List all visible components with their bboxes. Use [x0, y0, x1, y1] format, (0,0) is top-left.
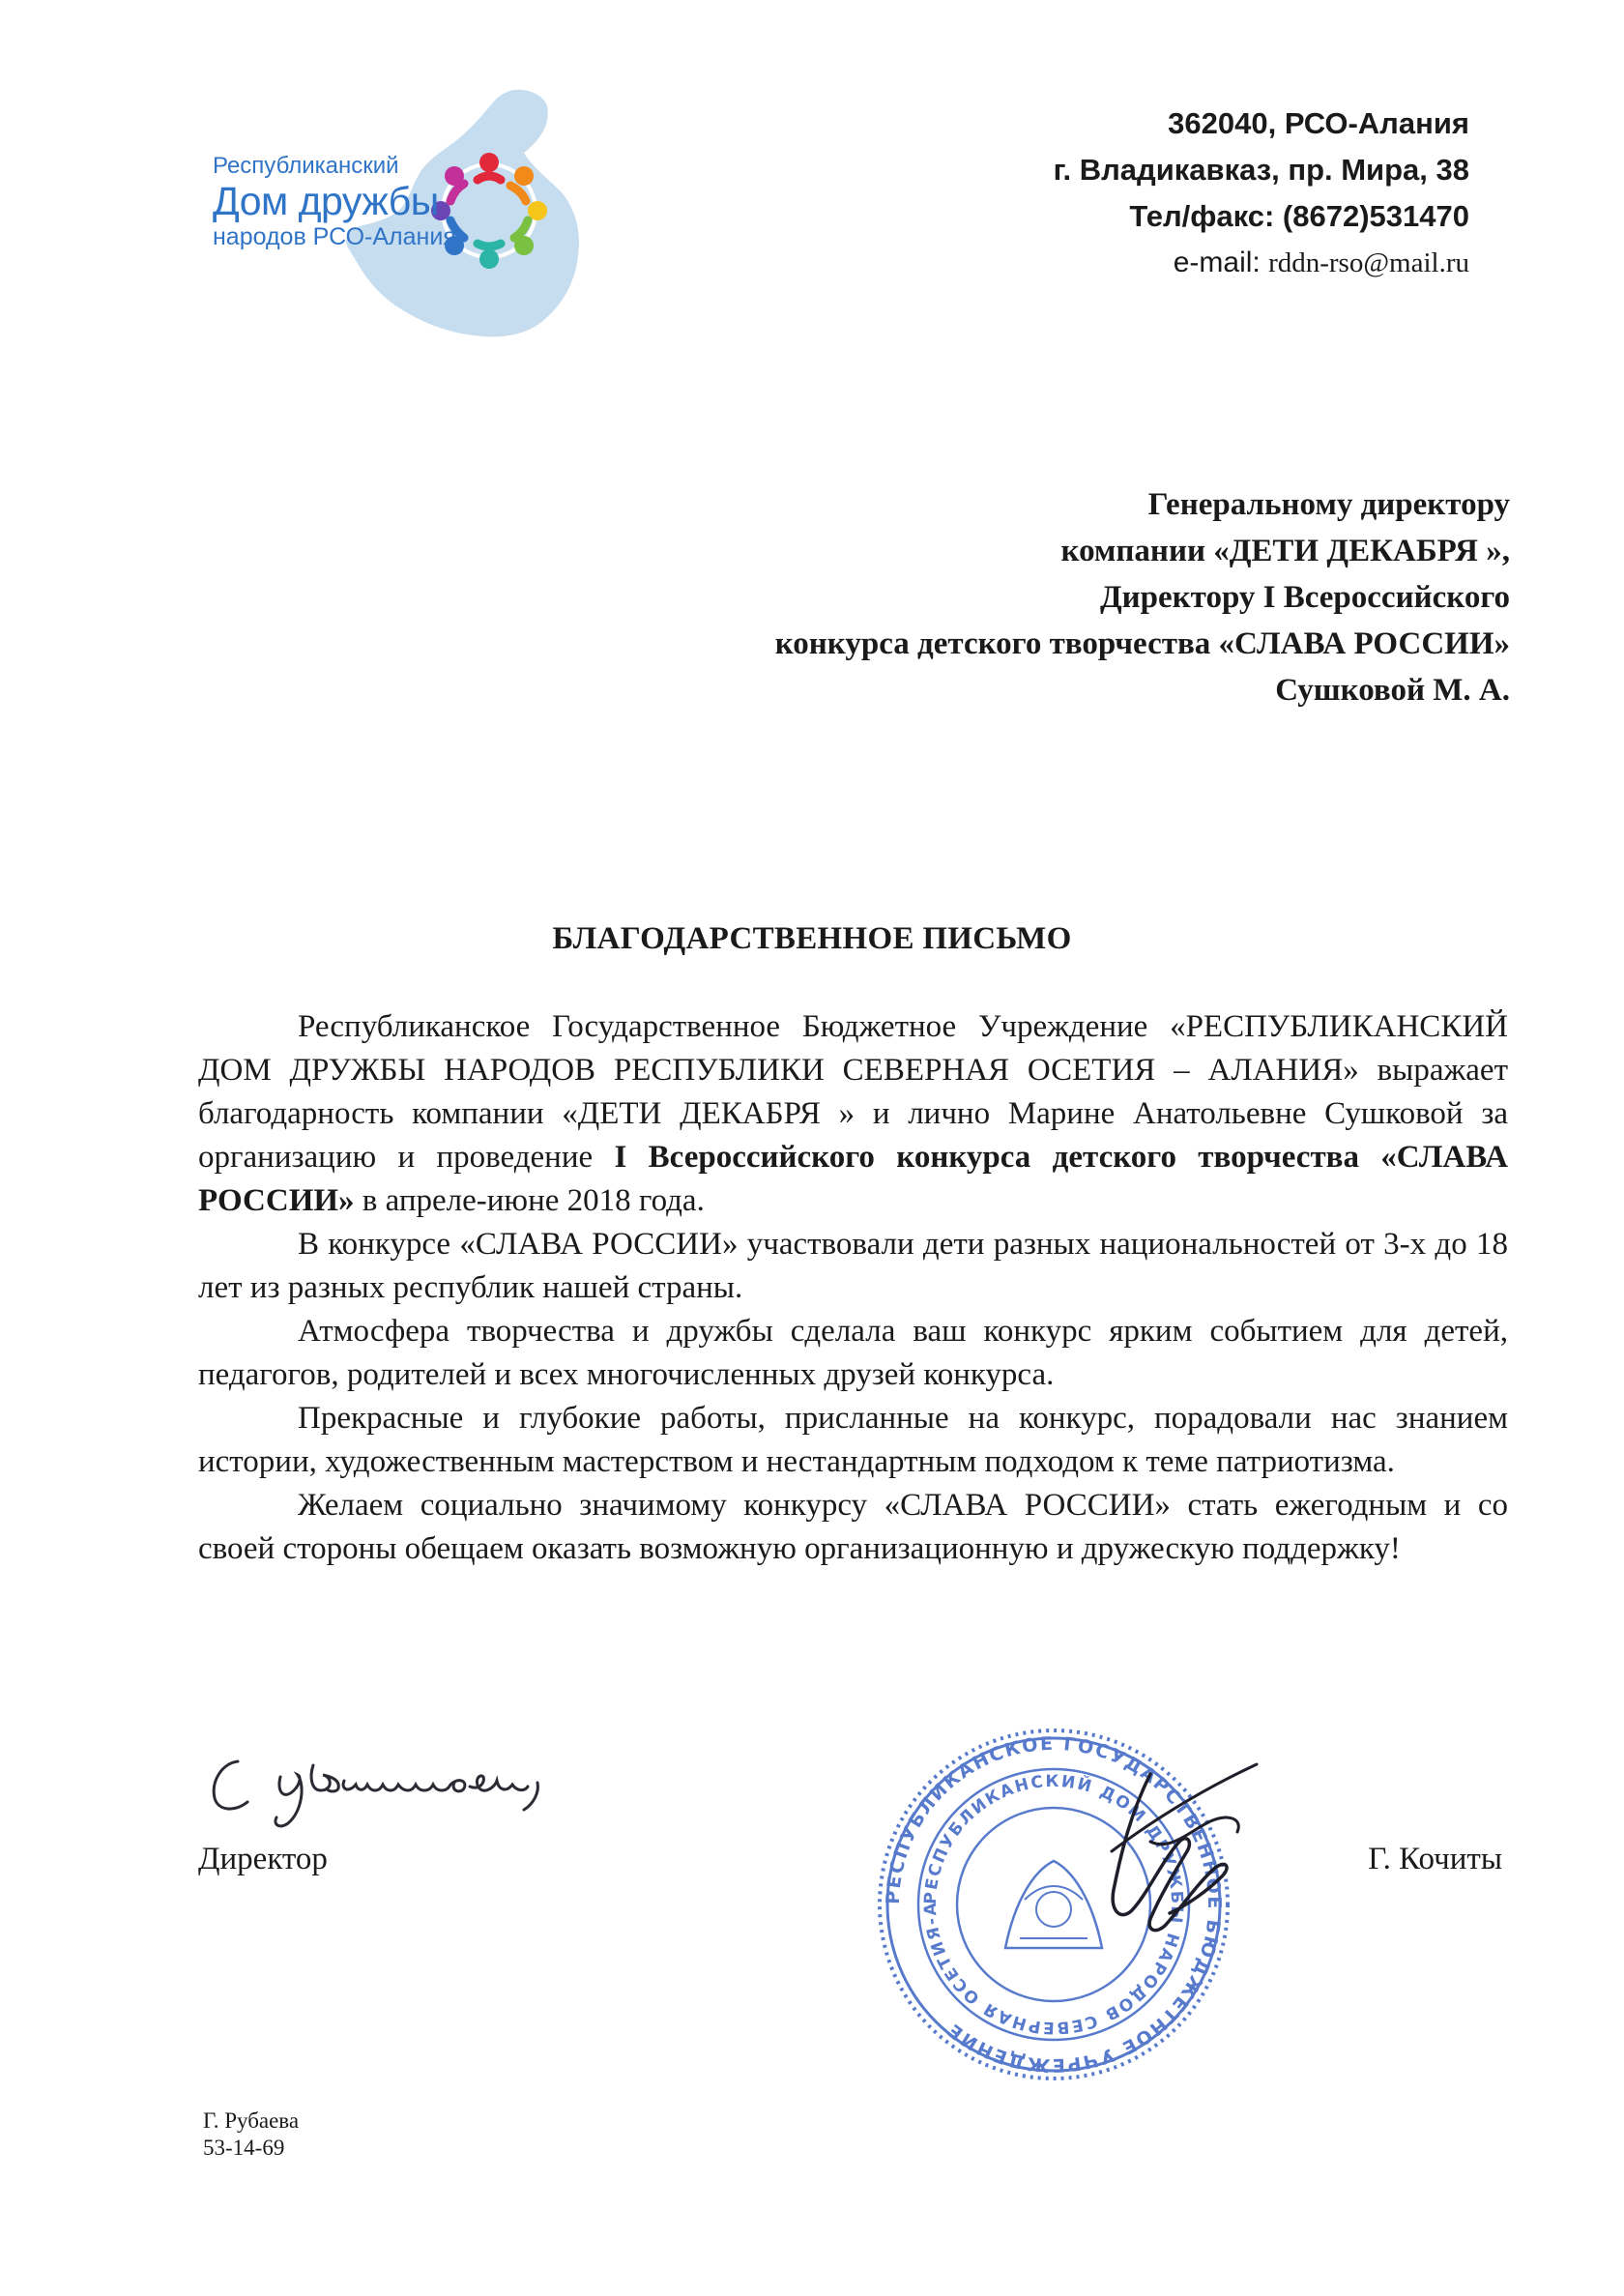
stamp-inner-text: РЕСПУБЛИКАНСКИЙ ДОМ ДРУЖБЫ НАРОДОВ СЕВЕРНАЯ ОСЕТИЯ-А — [920, 1771, 1187, 2038]
body-paragraph-3: Атмосфера творчества и дружбы сделала ваш конкурс ярким событием для детей, педагогов, родителей и всех многочисленных друзей конкурса. — [198, 1314, 1508, 1392]
p1-end: в апреле-июне 2018 года. — [354, 1183, 705, 1218]
signatory-position: Директор — [198, 1842, 328, 1876]
signatory-name: Г. Кочиты — [1368, 1842, 1502, 1876]
body-paragraph-2: В конкурсе «СЛАВА РОССИИ» участвовали дети разных национальностей от 3-х до 18 лет из разных республик нашей страны. — [198, 1227, 1508, 1305]
organization-logo — [203, 85, 609, 346]
logo-line2: Дом дружбы — [213, 179, 439, 223]
executor-name: Г. Рубаева — [203, 2108, 300, 2133]
addressee-block — [775, 481, 1510, 713]
addressee-line1: Генеральному директору — [1147, 487, 1510, 522]
body-paragraph-5: Желаем социально значимому конкурсу «СЛАВА РОССИИ» стать ежегодным и со своей стороны обещаем оказать возможную организационную и дружескую поддержку! — [198, 1488, 1508, 1566]
logo-line3: народов РСО-Алания — [213, 223, 456, 250]
addressee-line3: Директору I Всероссийского — [1099, 580, 1510, 615]
logo-text — [213, 155, 456, 249]
sender-phone: Тел/факс: (8672)531470 — [1129, 199, 1469, 233]
sender-address-block — [1054, 101, 1469, 286]
sender-address: г. Владикавказ, пр. Мира, 38 — [1053, 153, 1469, 187]
executor-phone: 53-14-69 — [203, 2136, 285, 2160]
p1-bold: I Всероссийского конкурса детского творчества «СЛАВА РОССИИ» — [198, 1140, 1509, 1218]
stamp-seal-icon — [860, 1706, 1266, 2093]
handwritten-closing — [205, 1748, 621, 1835]
sender-email-line — [1054, 240, 1469, 286]
logo-line1: Республиканский — [213, 153, 399, 179]
addressee-line5: Сушковой М. А. — [1275, 673, 1510, 708]
email-value: rddn-rso@mail.ru — [1268, 247, 1469, 278]
email-label: e-mail: — [1173, 247, 1261, 278]
executor-block — [203, 2107, 299, 2162]
sender-postal: 362040, РСО-Алания — [1168, 106, 1469, 140]
letter-title: БЛАГОДАРСТВЕННОЕ ПИСЬМО — [552, 921, 1072, 956]
p1-start: Республиканское Государственное Бюджетное Учреждение «РЕСПУБЛИКАНСКИЙ ДОМ ДРУЖБЫ НАРОДОВ РЕСПУБЛИКИ СЕВЕРНАЯ ОСЕТИЯ – АЛАНИЯ» выражает благодарность компании «ДЕТИ ДЕКАБРЯ » и лично Марине Анатольевне Сушковой за организацию и проведение — [198, 1009, 1508, 1175]
stamp-outer-text: РЕСПУБЛИКАНСКОЕ ГОСУДАРСТВЕННОЕ БЮДЖЕТНОЕ УЧРЕЖДЕНИЕ — [882, 1732, 1226, 2077]
addressee-line2: компании «ДЕТИ ДЕКАБРЯ », — [1060, 534, 1510, 568]
body-paragraph-4: Прекрасные и глубокие работы, присланные на конкурс, порадовали нас знанием истории, художественным мастерством и нестандартным подходом к теме патриотизма. — [198, 1401, 1508, 1479]
addressee-line4: конкурса детского творчества «СЛАВА РОССИИ» — [774, 626, 1510, 661]
body-paragraph-1 — [198, 1005, 1508, 1223]
letter-body — [198, 1005, 1508, 1571]
official-stamp — [860, 1706, 1266, 2093]
